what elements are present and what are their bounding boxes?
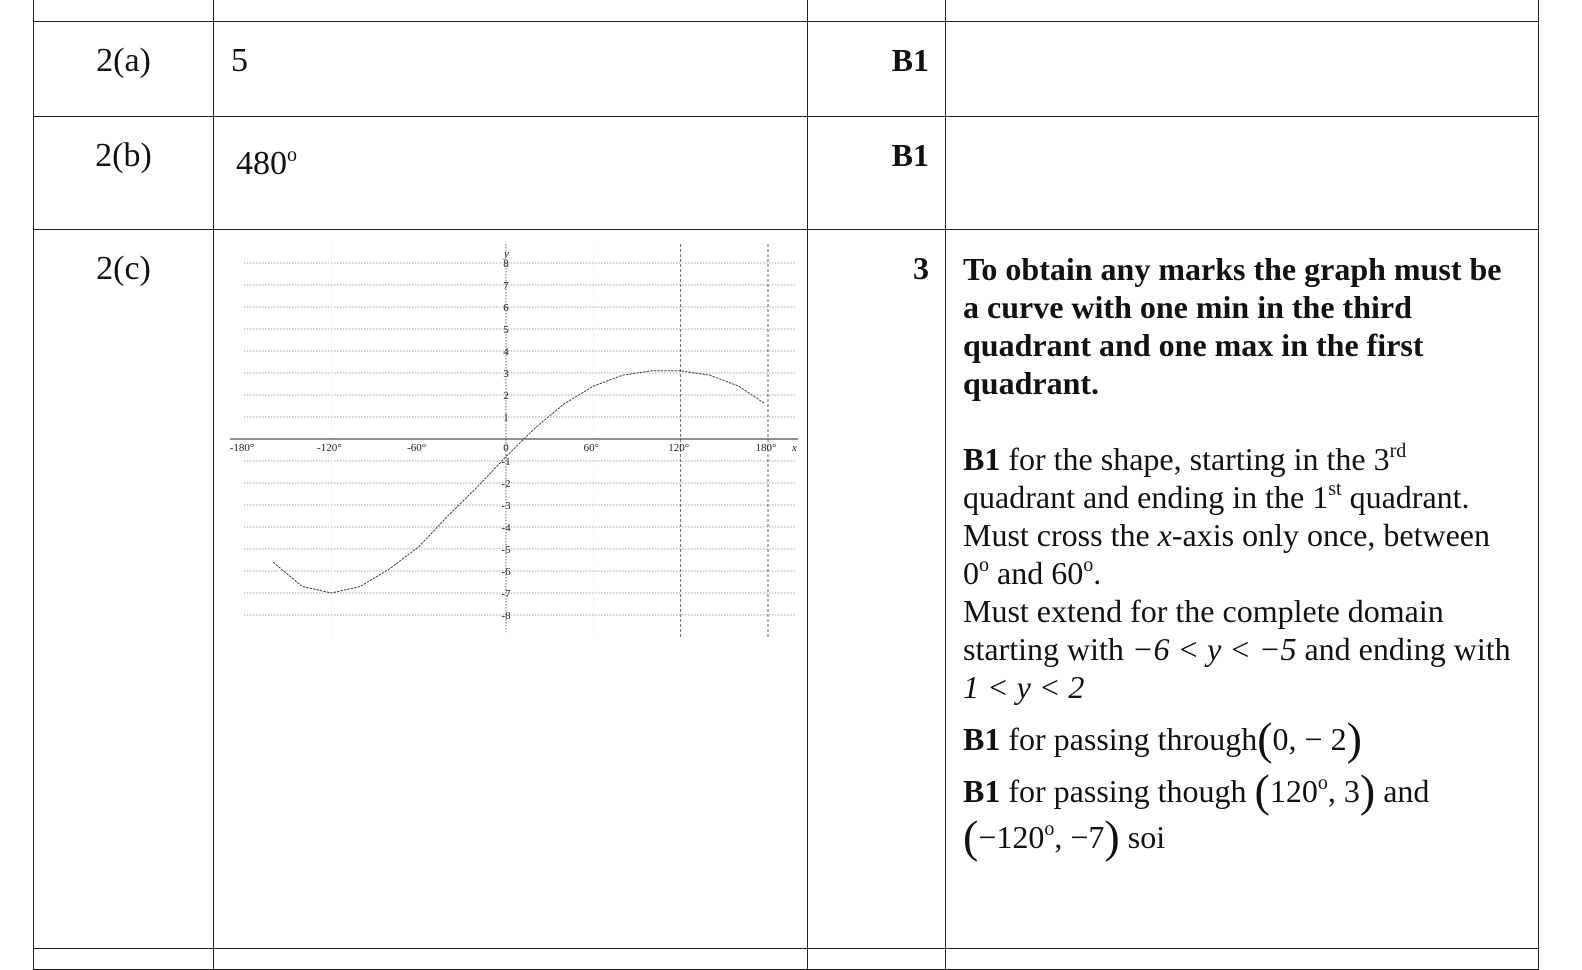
mark: B1	[808, 117, 946, 230]
sketch-curve	[273, 371, 765, 593]
table-row	[34, 22, 1539, 117]
x-tick-label: 60°	[583, 442, 600, 454]
table-row	[34, 117, 1539, 230]
y-tick-label: -3	[501, 500, 511, 512]
x-tick-label: -60°	[407, 442, 427, 454]
comment-domain: Must extend for the complete domain starting with −6 < y < −5 and ending with 1 < y < 2	[963, 593, 1511, 705]
x-tick-label: -180°	[229, 442, 255, 454]
question-number: 2(c)	[34, 230, 214, 949]
answer: 480$^o$	[214, 117, 808, 230]
sketch-graph	[228, 244, 798, 644]
y-tick-label: 2	[503, 390, 509, 402]
y-tick-label: -2	[501, 478, 511, 490]
y-tick-label: 5	[503, 324, 509, 336]
y-tick-label: 8	[503, 258, 509, 270]
y-tick-label: -8	[501, 610, 511, 622]
question-number: 2(b)	[34, 117, 214, 230]
question-number: 2(a)	[34, 22, 214, 117]
mark: 3	[808, 230, 946, 949]
y-tick-label: -1	[501, 456, 511, 468]
x-tick-label: -120°	[317, 442, 342, 454]
comment-turning-points: B1 for passing though (120$^o$, 3) and	[963, 765, 1430, 816]
table-row	[34, 230, 1539, 949]
comment-turning-points-cont: ($-120^o$, −7) soi	[963, 811, 1166, 862]
comment-point-origin: B1 for passing through(0, − 2)	[963, 713, 1362, 764]
y-tick-label: 6	[503, 302, 509, 314]
x-tick-label: 0	[503, 442, 509, 454]
comment	[946, 117, 1539, 230]
x-tick-label: 180°	[755, 442, 777, 454]
y-tick-label: 7	[503, 280, 509, 292]
comment-shape: B1 for the shape, starting in the 3rd quadrant and ending in the 1st quadrant. Must cross the x-axis only once, between 0$^o$ and 60$^o$.	[963, 440, 1490, 591]
y-axis-label: y	[504, 248, 509, 260]
y-tick-label: -7	[501, 588, 511, 600]
answer-graph-cell	[214, 230, 808, 949]
y-tick-label: 4	[503, 346, 509, 358]
y-tick-label: 1	[503, 412, 509, 424]
x-axis-label: x	[792, 442, 797, 454]
x-tick-label: 120°	[668, 442, 690, 454]
mark: B1	[808, 22, 946, 117]
y-tick-label: 3	[503, 368, 509, 380]
table-row	[34, 949, 1539, 970]
table-row	[34, 0, 1539, 22]
y-tick-label: -5	[501, 544, 511, 556]
y-tick-label: -6	[501, 566, 511, 578]
answer: 5	[214, 22, 808, 117]
comment-condition: To obtain any marks the graph must be a curve with one min in the third quadrant and one max in the first quadrant.	[963, 251, 1502, 401]
y-tick-label: -4	[501, 522, 511, 534]
markscheme-table	[33, 0, 1539, 970]
comment	[946, 22, 1539, 117]
comment	[946, 230, 1539, 949]
